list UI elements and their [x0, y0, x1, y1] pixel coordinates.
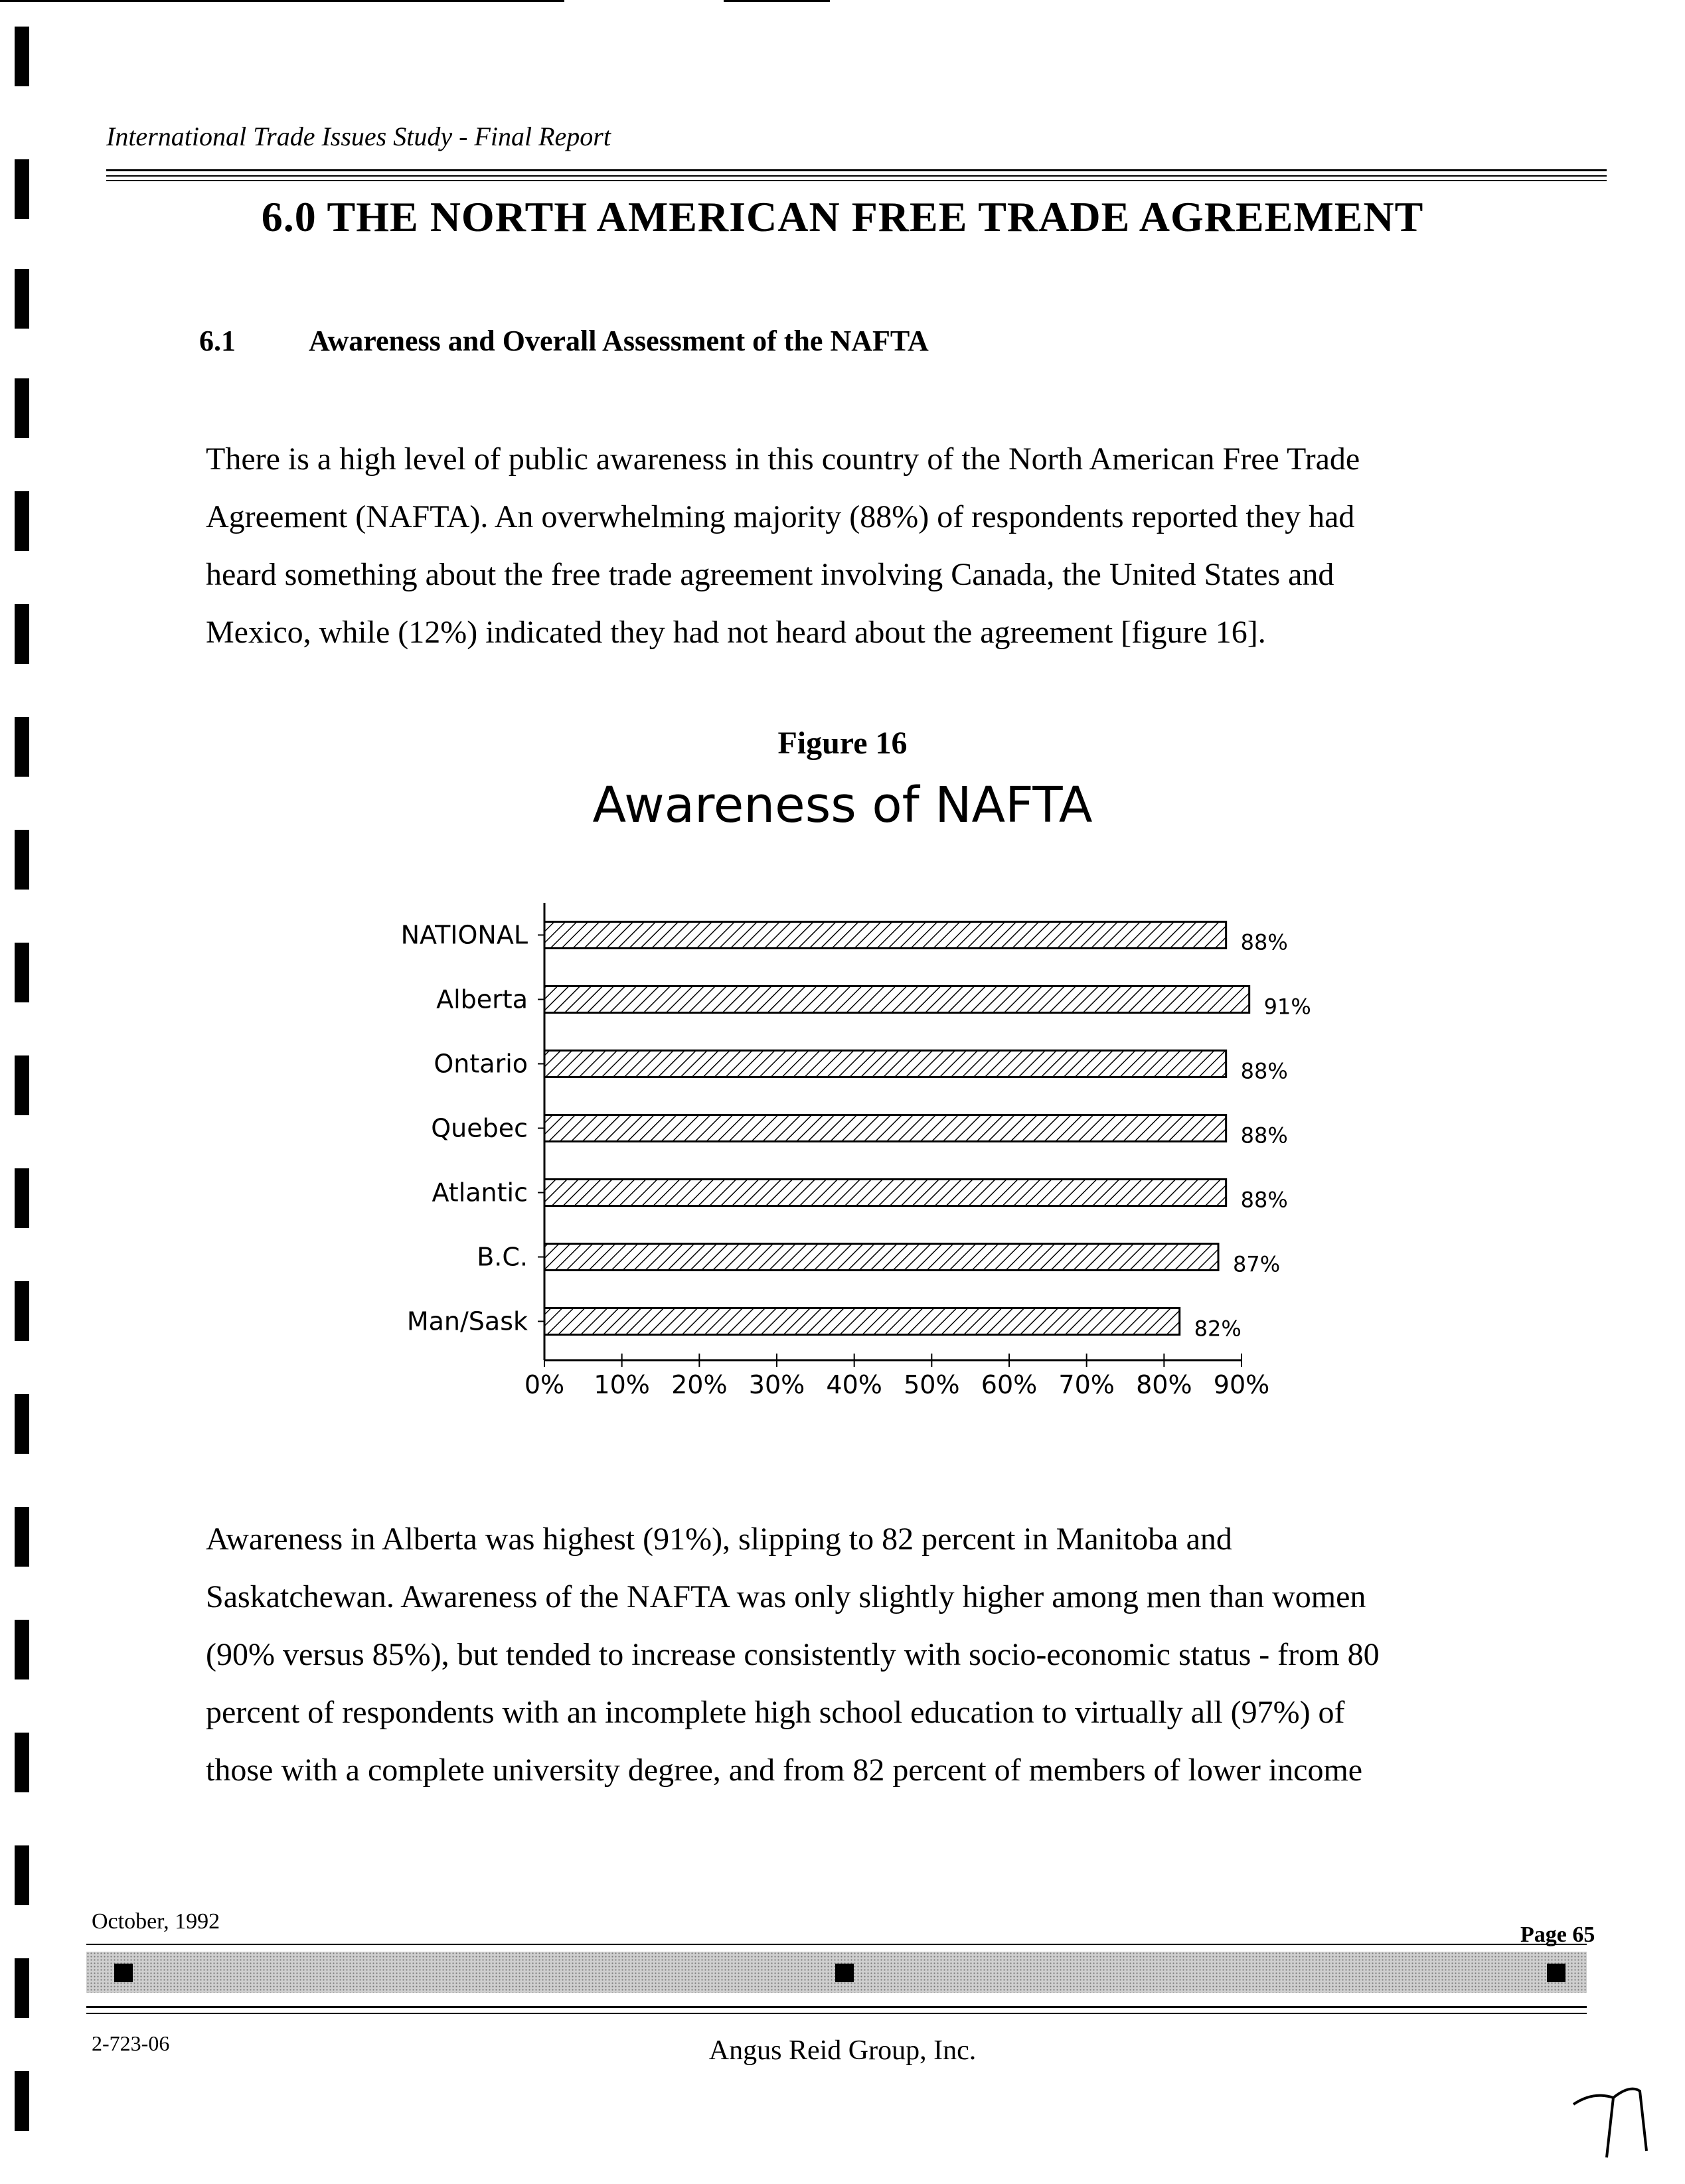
category-label: Atlantic: [432, 1178, 528, 1208]
handwritten-mark: [1567, 2078, 1660, 2171]
figure-label: Figure 16: [777, 726, 908, 761]
paragraph-line: Mexico, while (12%) indicated they had not heard about the agreement [figure 16].: [206, 615, 1266, 650]
footer-rule: [86, 2006, 1587, 2008]
paragraph-line: Awareness in Alberta was highest (91%), slipping to 82 percent in Manitoba and: [206, 1521, 1232, 1557]
band-square: [114, 1964, 133, 1982]
header-rule: [106, 169, 1607, 171]
value-label: 88%: [1240, 1187, 1288, 1213]
category-label: B.C.: [477, 1242, 528, 1272]
bar: [544, 1051, 1226, 1077]
value-label: 91%: [1263, 994, 1311, 1020]
binder-mark: [15, 1168, 29, 1228]
value-label: 87%: [1233, 1251, 1281, 1277]
binder-mark: [15, 1055, 29, 1115]
binder-mark: [15, 1845, 29, 1905]
binder-mark: [15, 943, 29, 1002]
paragraph: [206, 1510, 1507, 1799]
page-number: Page 65: [1520, 1922, 1595, 1947]
binder-mark: [15, 830, 29, 890]
binder-mark: [15, 1281, 29, 1341]
binder-mark: [15, 1733, 29, 1792]
value-label: 88%: [1240, 1058, 1288, 1084]
header-rule: [106, 175, 1607, 177]
awareness-bar-chart: [372, 890, 1341, 1421]
scan-edge-line: [724, 0, 830, 2]
binder-mark: [15, 27, 29, 86]
paragraph-line: There is a high level of public awareness in this country of the North American Free Trade: [206, 441, 1360, 477]
paragraph-line: Saskatchewan. Awareness of the NAFTA was only slightly higher among men than women: [206, 1579, 1366, 1614]
binder-mark: [15, 1394, 29, 1454]
band-square: [835, 1964, 854, 1982]
chapter-title: 6.0 THE NORTH AMERICAN FREE TRADE AGREEMENT: [261, 193, 1424, 240]
binder-mark: [15, 604, 29, 664]
x-tick-label: 60%: [981, 1370, 1038, 1399]
paragraph-line: percent of respondents with an incomplete high school education to virtually all (97%) of: [206, 1695, 1345, 1730]
category-label: Ontario: [434, 1049, 528, 1079]
chart-title: Awareness of NAFTA: [592, 777, 1093, 834]
binder-mark: [15, 2071, 29, 2131]
bar: [544, 1308, 1180, 1335]
paragraph-line: Agreement (NAFTA). An overwhelming majority (88%) of respondents reported they had: [206, 499, 1355, 534]
footer-rule: [86, 1944, 1587, 1945]
category-label: Alberta: [436, 984, 528, 1014]
x-tick-label: 30%: [748, 1370, 805, 1399]
x-tick-label: 40%: [826, 1370, 882, 1399]
binder-mark: [15, 378, 29, 438]
x-tick-label: 0%: [524, 1370, 565, 1399]
binder-mark: [15, 1958, 29, 2018]
value-label: 82%: [1194, 1316, 1242, 1342]
value-label: 88%: [1240, 1123, 1288, 1148]
section-title: Awareness and Overall Assessment of the NAFTA: [309, 325, 929, 357]
header-rule: [106, 180, 1607, 181]
category-label: NATIONAL: [400, 920, 528, 950]
binder-mark: [15, 1620, 29, 1679]
x-tick-label: 90%: [1213, 1370, 1270, 1399]
footer-date: October, 1992: [92, 1909, 220, 1934]
x-tick-label: 10%: [594, 1370, 650, 1399]
category-label: Quebec: [431, 1113, 528, 1143]
scan-edge-line: [0, 0, 564, 2]
band-square: [1547, 1964, 1565, 1982]
footer-rule: [86, 2013, 1587, 2014]
bar: [544, 1244, 1218, 1271]
bar: [544, 1180, 1226, 1206]
x-tick-label: 20%: [671, 1370, 728, 1399]
bar: [544, 986, 1249, 1013]
paragraph-line: (90% versus 85%), but tended to increase consistently with socio-economic status - from 80: [206, 1637, 1380, 1672]
running-header: International Trade Issues Study - Final Report: [106, 121, 611, 151]
binder-mark: [15, 491, 29, 551]
bar: [544, 922, 1226, 949]
x-tick-label: 80%: [1136, 1370, 1192, 1399]
x-tick-label: 50%: [904, 1370, 960, 1399]
paragraph: [206, 430, 1507, 661]
paragraph-line: heard something about the free trade agreement involving Canada, the United States and: [206, 557, 1334, 592]
document-code: 2-723-06: [92, 2031, 170, 2055]
value-label: 88%: [1240, 929, 1288, 955]
bar: [544, 1115, 1226, 1142]
section-number: 6.1: [199, 325, 236, 357]
paragraph-line: those with a complete university degree, and from 82 percent of members of lower income: [206, 1753, 1363, 1788]
binder-mark: [15, 269, 29, 329]
category-label: Man/Sask: [406, 1306, 528, 1336]
company-name: Angus Reid Group, Inc.: [708, 2035, 977, 2066]
x-tick-label: 70%: [1058, 1370, 1115, 1399]
binder-mark: [15, 1507, 29, 1567]
